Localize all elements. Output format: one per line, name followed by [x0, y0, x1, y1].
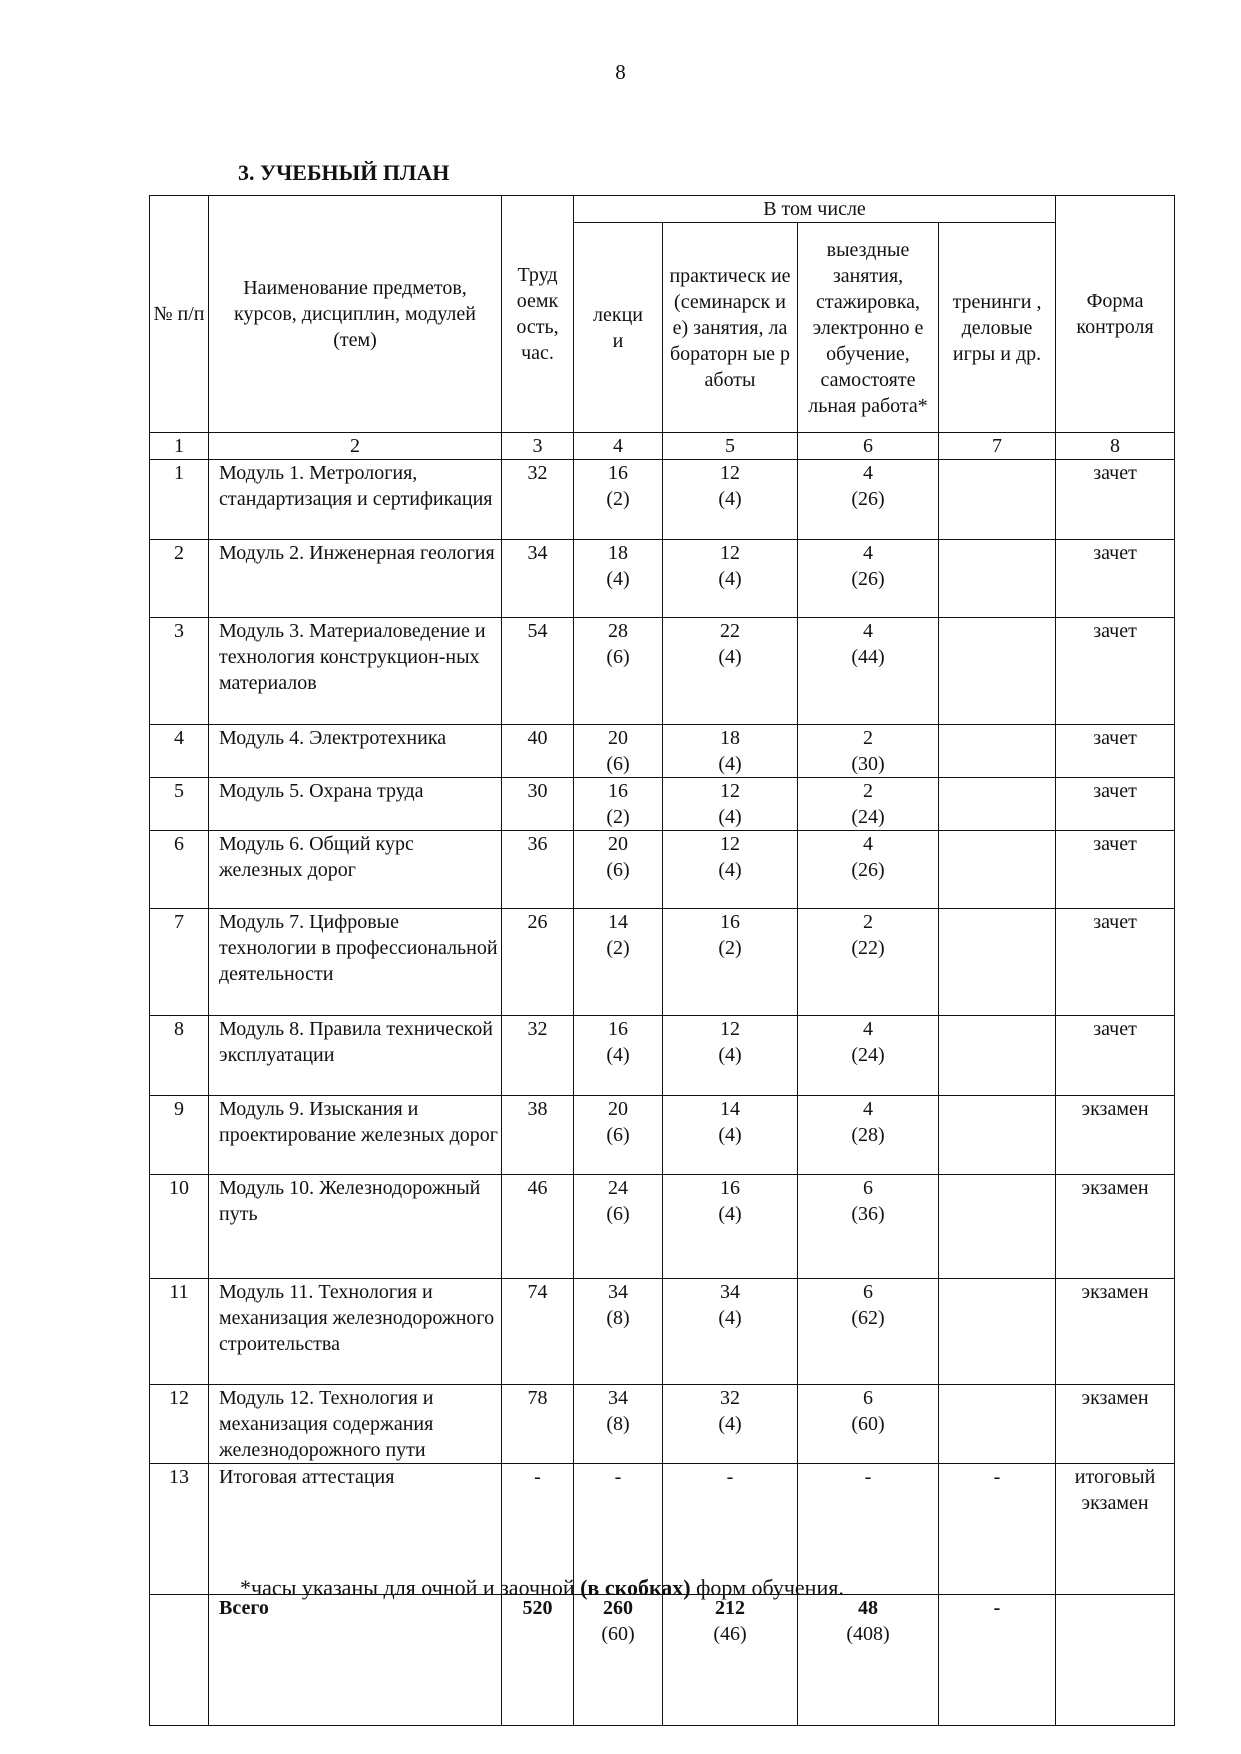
row-lectures-extramural: (4) — [606, 1044, 630, 1066]
row-name — [209, 831, 502, 909]
table-row — [150, 460, 1175, 540]
column-index-row — [150, 433, 1175, 460]
row-name — [209, 618, 502, 725]
row-num — [150, 1279, 209, 1385]
row-control-value: зачет — [1093, 833, 1137, 855]
row-practical-value: 12 — [720, 462, 740, 484]
row-control-value: экзамен — [1081, 1177, 1149, 1199]
row-practical — [663, 540, 798, 618]
row-field — [798, 1595, 939, 1726]
row-num-value: 7 — [174, 911, 184, 933]
header-hours: Труд оемк ость, час. — [502, 196, 574, 433]
row-lectures-value: 28 — [608, 620, 628, 642]
row-field — [798, 540, 939, 618]
row-field-value: 4 — [863, 833, 873, 855]
row-practical-value: 12 — [720, 833, 740, 855]
row-field-value: 4 — [863, 620, 873, 642]
header-control: Форма контроля — [1056, 196, 1175, 433]
row-field-extramural: (22) — [851, 937, 885, 959]
row-field — [798, 1175, 939, 1279]
row-hours-value: 78 — [527, 1387, 548, 1409]
row-field-extramural: (28) — [851, 1124, 885, 1146]
row-practical — [663, 1279, 798, 1385]
row-name-value: Модуль 1. Метрология, стандартизация и сертификация — [219, 462, 493, 510]
row-name-value: Модуль 7. Цифровые технологии в профессиональной деятельности — [219, 911, 498, 985]
row-hours — [502, 778, 574, 831]
row-field-value: 4 — [863, 542, 873, 564]
row-hours-value: 54 — [527, 620, 548, 642]
row-hours-value: 520 — [522, 1597, 553, 1619]
table-row — [150, 725, 1175, 778]
row-hours-value: 74 — [527, 1281, 548, 1303]
row-num — [150, 1595, 209, 1726]
row-practical — [663, 1385, 798, 1464]
row-hours-value: 40 — [527, 727, 548, 749]
row-lectures-value: 20 — [608, 833, 628, 855]
row-field-extramural: (26) — [851, 488, 885, 510]
row-lectures — [574, 909, 663, 1016]
row-practical-value: 12 — [720, 1018, 740, 1040]
row-lectures-value: 16 — [608, 462, 628, 484]
table-row — [150, 1279, 1175, 1385]
row-control-value: экзамен — [1081, 1387, 1149, 1409]
row-hours-value: 30 — [527, 780, 548, 802]
row-practical-value: - — [726, 1466, 734, 1488]
row-trainings — [939, 909, 1056, 1016]
row-lectures-extramural: (2) — [606, 937, 630, 959]
row-lectures-value: 14 — [608, 911, 628, 933]
header-lectures: лекци и — [574, 223, 663, 433]
row-lectures-extramural: (6) — [606, 859, 630, 881]
row-hours — [502, 1096, 574, 1175]
row-name-value: Модуль 11. Технология и механизация железнодорожного строительства — [219, 1281, 495, 1355]
row-field — [798, 909, 939, 1016]
row-trainings — [939, 831, 1056, 909]
row-field-extramural: (26) — [851, 568, 885, 590]
row-trainings — [939, 1175, 1056, 1279]
row-hours — [502, 1595, 574, 1726]
row-num-value: 2 — [174, 542, 184, 564]
row-field-extramural: (24) — [851, 806, 885, 828]
row-practical-extramural: (4) — [718, 1044, 742, 1066]
row-lectures — [574, 1016, 663, 1096]
row-field-extramural: (408) — [846, 1623, 890, 1645]
row-control — [1056, 725, 1175, 778]
row-name-value: Модуль 6. Общий курс железных дорог — [219, 833, 414, 881]
row-hours-value: 46 — [527, 1177, 548, 1199]
row-practical-extramural: (4) — [718, 488, 742, 510]
row-field-value: 2 — [863, 780, 873, 802]
row-name-value: Модуль 8. Правила технической эксплуатации — [219, 1018, 493, 1066]
row-practical-value: 18 — [720, 727, 740, 749]
section-title: 3. УЧЕБНЫЙ ПЛАН — [238, 160, 450, 185]
row-control — [1056, 1175, 1175, 1279]
row-name — [209, 909, 502, 1016]
row-field-extramural: (26) — [851, 859, 885, 881]
row-hours — [502, 618, 574, 725]
row-lectures — [574, 1096, 663, 1175]
row-lectures — [574, 831, 663, 909]
row-lectures-value: 24 — [608, 1177, 628, 1199]
footnote — [240, 1575, 844, 1601]
row-trainings — [939, 1016, 1056, 1096]
table-row — [150, 831, 1175, 909]
row-trainings — [939, 540, 1056, 618]
row-practical-value: 12 — [720, 780, 740, 802]
row-trainings — [939, 618, 1056, 725]
header-num: № п/п — [150, 196, 209, 433]
table-row — [150, 1175, 1175, 1279]
table-row — [150, 1385, 1175, 1464]
row-lectures-extramural: (8) — [606, 1413, 630, 1435]
row-field — [798, 460, 939, 540]
row-field-value: 48 — [858, 1597, 878, 1619]
row-control — [1056, 909, 1175, 1016]
row-practical — [663, 618, 798, 725]
footnote-bold: (в скобках) — [580, 1575, 691, 1600]
row-practical — [663, 1595, 798, 1726]
row-num-value: 9 — [174, 1098, 184, 1120]
row-field — [798, 1279, 939, 1385]
row-field-extramural: (30) — [851, 753, 885, 775]
row-lectures — [574, 778, 663, 831]
row-num-value: 4 — [174, 727, 184, 749]
row-name — [209, 1595, 502, 1726]
row-lectures-extramural: (6) — [606, 646, 630, 668]
row-lectures-value: - — [614, 1466, 622, 1488]
row-num-value: 6 — [174, 833, 184, 855]
row-field — [798, 831, 939, 909]
row-lectures — [574, 725, 663, 778]
row-num-value: 10 — [169, 1177, 189, 1199]
row-hours — [502, 1385, 574, 1464]
row-lectures-extramural: (60) — [601, 1623, 635, 1645]
row-lectures-value: 18 — [608, 542, 628, 564]
row-practical-extramural: (4) — [718, 1203, 742, 1225]
row-field — [798, 1385, 939, 1464]
row-field — [798, 1016, 939, 1096]
row-trainings — [939, 1096, 1056, 1175]
table-row — [150, 1016, 1175, 1096]
table-row — [150, 909, 1175, 1016]
row-num — [150, 1464, 209, 1595]
row-practical-value: 32 — [720, 1387, 740, 1409]
row-control — [1056, 778, 1175, 831]
row-lectures-value: 16 — [608, 780, 628, 802]
row-practical — [663, 909, 798, 1016]
column-index: 2 — [209, 433, 502, 460]
row-num-value: 5 — [174, 780, 184, 802]
row-name — [209, 1096, 502, 1175]
row-num — [150, 1175, 209, 1279]
row-name — [209, 1175, 502, 1279]
row-trainings — [939, 1385, 1056, 1464]
row-field — [798, 618, 939, 725]
row-control — [1056, 1279, 1175, 1385]
row-trainings — [939, 725, 1056, 778]
row-hours — [502, 1175, 574, 1279]
column-index: 5 — [663, 433, 798, 460]
row-practical-extramural: (4) — [718, 859, 742, 881]
row-control-value: экзамен — [1081, 1281, 1149, 1303]
row-field-value: 4 — [863, 462, 873, 484]
header-group: В том числе — [574, 196, 1056, 223]
row-hours — [502, 1279, 574, 1385]
row-field-extramural: (36) — [851, 1203, 885, 1225]
page-number: 8 — [615, 60, 626, 84]
row-name — [209, 460, 502, 540]
row-practical — [663, 831, 798, 909]
row-practical-value: 22 — [720, 620, 740, 642]
row-control — [1056, 1096, 1175, 1175]
row-field-value: 2 — [863, 727, 873, 749]
row-practical-extramural: (4) — [718, 1413, 742, 1435]
row-trainings-value: - — [993, 1597, 1001, 1619]
row-name — [209, 778, 502, 831]
row-practical — [663, 1016, 798, 1096]
row-practical-extramural: (4) — [718, 753, 742, 775]
row-field-value: 6 — [863, 1177, 873, 1199]
row-lectures — [574, 1595, 663, 1726]
row-practical — [663, 778, 798, 831]
row-num — [150, 831, 209, 909]
row-practical-extramural: (4) — [718, 646, 742, 668]
row-hours-value: 32 — [527, 1018, 548, 1040]
row-practical-value: 12 — [720, 542, 740, 564]
row-practical — [663, 1096, 798, 1175]
row-num-value: 11 — [169, 1281, 189, 1303]
row-trainings — [939, 460, 1056, 540]
row-field-value: 6 — [863, 1387, 873, 1409]
row-num — [150, 1385, 209, 1464]
total-row — [150, 1595, 1175, 1726]
table-row — [150, 540, 1175, 618]
row-hours — [502, 909, 574, 1016]
row-num — [150, 618, 209, 725]
row-control — [1056, 618, 1175, 725]
footnote-prefix: *часы указаны для очной и заочной — [240, 1575, 581, 1600]
row-practical-extramural: (4) — [718, 568, 742, 590]
row-control — [1056, 1016, 1175, 1096]
row-lectures — [574, 540, 663, 618]
row-control — [1056, 460, 1175, 540]
row-practical-extramural: (46) — [713, 1623, 747, 1645]
row-lectures-extramural: (2) — [606, 488, 630, 510]
row-hours — [502, 725, 574, 778]
header-field: выездные занятия, стажировка, электронно е обучение, самостояте льная работа* — [798, 223, 939, 433]
row-lectures — [574, 1385, 663, 1464]
row-hours-value: 26 — [527, 911, 548, 933]
table-row — [150, 1096, 1175, 1175]
row-lectures-extramural: (2) — [606, 806, 630, 828]
row-num — [150, 460, 209, 540]
row-num — [150, 778, 209, 831]
row-control — [1056, 831, 1175, 909]
row-practical — [663, 725, 798, 778]
row-name-value: Модуль 12. Технология и механизация содержания железнодорожного пути — [219, 1387, 434, 1461]
row-practical-value: 16 — [720, 1177, 740, 1199]
row-lectures — [574, 460, 663, 540]
header-name: Наименование предметов, курсов, дисциплин, модулей (тем) — [209, 196, 502, 433]
row-hours — [502, 460, 574, 540]
row-field-extramural: (24) — [851, 1044, 885, 1066]
row-lectures-value: 34 — [608, 1387, 628, 1409]
row-control — [1056, 1385, 1175, 1464]
row-hours-value: 32 — [527, 462, 548, 484]
row-control — [1056, 1595, 1175, 1726]
row-name-value: Итоговая аттестация — [219, 1466, 395, 1488]
row-control — [1056, 1464, 1175, 1595]
row-name — [209, 725, 502, 778]
row-name-value: Модуль 10. Железнодорожный путь — [219, 1177, 481, 1225]
row-trainings — [939, 778, 1056, 831]
footnote-suffix: форм обучения. — [690, 1575, 844, 1600]
row-num-value: 8 — [174, 1018, 184, 1040]
row-practical-value: 16 — [720, 911, 740, 933]
row-practical — [663, 1175, 798, 1279]
row-hours-value: - — [534, 1466, 541, 1488]
row-num — [150, 540, 209, 618]
row-lectures-value: 16 — [608, 1018, 628, 1040]
row-name-value: Модуль 3. Материаловедение и технология конструкцион-ных материалов — [219, 620, 486, 694]
table-row — [150, 778, 1175, 831]
row-name-value: Модуль 4. Электротехника — [219, 727, 447, 749]
row-hours-value: 36 — [527, 833, 548, 855]
row-field — [798, 725, 939, 778]
row-control-value: итоговый экзамен — [1074, 1466, 1156, 1514]
row-practical — [663, 460, 798, 540]
row-num — [150, 1016, 209, 1096]
row-lectures-value: 20 — [608, 1098, 628, 1120]
row-lectures-value: 260 — [603, 1597, 633, 1619]
row-trainings — [939, 1279, 1056, 1385]
row-lectures — [574, 618, 663, 725]
column-index: 1 — [150, 433, 209, 460]
row-name — [209, 1385, 502, 1464]
row-control-value: зачет — [1093, 620, 1137, 642]
row-practical-extramural: (2) — [718, 937, 742, 959]
row-practical-value: 34 — [720, 1281, 740, 1303]
row-field-extramural: (60) — [851, 1413, 885, 1435]
row-field-value: 2 — [863, 911, 873, 933]
row-num — [150, 1096, 209, 1175]
row-trainings — [939, 1595, 1056, 1726]
header-trainings: тренинги , деловые игры и др. — [939, 223, 1056, 433]
row-field-value: - — [864, 1466, 872, 1488]
row-lectures — [574, 1175, 663, 1279]
row-lectures-extramural: (6) — [606, 753, 630, 775]
row-name — [209, 1016, 502, 1096]
row-practical-value: 14 — [720, 1098, 740, 1120]
row-control-value: зачет — [1093, 462, 1137, 484]
row-num-value: 12 — [169, 1387, 189, 1409]
curriculum-table — [149, 195, 1175, 1726]
row-lectures-extramural: (6) — [606, 1124, 630, 1146]
row-field-value: 4 — [863, 1098, 873, 1120]
row-field — [798, 778, 939, 831]
row-lectures-value: 20 — [608, 727, 628, 749]
column-index: 7 — [939, 433, 1056, 460]
row-practical-extramural: (4) — [718, 1124, 742, 1146]
row-control-value: зачет — [1093, 542, 1137, 564]
row-field-value: 6 — [863, 1281, 873, 1303]
row-num — [150, 725, 209, 778]
row-lectures — [574, 1279, 663, 1385]
row-control-value: зачет — [1093, 780, 1137, 802]
row-num-value: 3 — [174, 620, 184, 642]
header-practical: практическ ие (семинарск ие) занятия, лабораторн ые работы — [663, 223, 798, 433]
row-name-value: Всего — [219, 1597, 269, 1619]
column-index: 3 — [502, 433, 574, 460]
row-hours-value: 38 — [527, 1098, 548, 1120]
row-practical-extramural: (4) — [718, 1307, 742, 1329]
row-control — [1056, 540, 1175, 618]
row-name-value: Модуль 2. Инженерная геология — [219, 542, 495, 564]
row-lectures-value: 34 — [608, 1281, 628, 1303]
row-practical-value: 212 — [715, 1597, 745, 1619]
column-index: 8 — [1056, 433, 1175, 460]
row-practical-extramural: (4) — [718, 806, 742, 828]
row-field-extramural: (44) — [851, 646, 885, 668]
row-num-value: 13 — [169, 1466, 189, 1488]
row-hours — [502, 1016, 574, 1096]
column-index: 6 — [798, 433, 939, 460]
row-num-value: 1 — [174, 462, 184, 484]
row-trainings-value: - — [993, 1466, 1001, 1488]
row-hours-value: 34 — [527, 542, 548, 564]
row-field-extramural: (62) — [851, 1307, 885, 1329]
row-hours — [502, 831, 574, 909]
row-hours — [502, 540, 574, 618]
row-name-value: Модуль 9. Изыскания и проектирование железных дорог — [219, 1098, 499, 1146]
row-name — [209, 540, 502, 618]
row-lectures-extramural: (6) — [606, 1203, 630, 1225]
row-control-value: зачет — [1093, 911, 1137, 933]
row-control-value: экзамен — [1081, 1098, 1149, 1120]
row-name-value: Модуль 5. Охрана труда — [219, 780, 424, 802]
row-num — [150, 909, 209, 1016]
row-lectures-extramural: (8) — [606, 1307, 630, 1329]
table-row — [150, 618, 1175, 725]
column-index: 4 — [574, 433, 663, 460]
row-field-value: 4 — [863, 1018, 873, 1040]
row-field — [798, 1096, 939, 1175]
row-name — [209, 1279, 502, 1385]
row-trainings — [939, 1464, 1056, 1595]
row-control-value: зачет — [1093, 727, 1137, 749]
row-lectures-extramural: (4) — [606, 568, 630, 590]
row-control-value: зачет — [1093, 1018, 1137, 1040]
